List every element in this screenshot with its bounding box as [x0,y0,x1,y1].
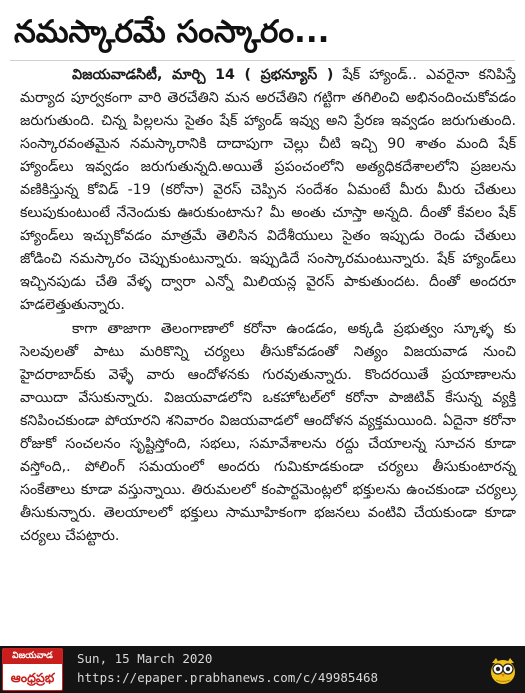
dateline: విజయవాడసిటీ, మార్చి 14 ( ప్రభన్యూస్ ) [72,67,334,83]
logo-title: ఆంధ్రప్రభ [10,670,55,685]
paragraph-1-text: షేక్ హ్యాండ్.. ఎవరైనా కనిపిస్తే మర్యాద పూర్వకంగా వారి తెరచేతిని మన అరచేతిని గట్టిగా తగిలించి అభినందించుకోవడం జరుగుతుంది. చిన్న పిల్లలను సైతం షేక్ హ్యాండ్ ఇవ్వు అని ప్రేరణ ఇవ్వడం జరుగుతుంది. సంస్కారవంతమైన నమస్కారానికి దాదాపుగా చెల్లు చీటి ఇచ్చి 90 శాతం మంది షేక్ హ్యాండ్‌లు ఇవ్వడం జరుగుతున్నది.అయితే ప్రపంచంలోని అత్యధికదేశాలలోని ప్రజలను వణికిస్తున్న కోవిడ్ -19 (కరోనా) వైరస్ చెప్పిన సందేశం ఏమంటే మీరు మీరు చేతులు కలుపుకుంటుంటే నేనెందుకు ఊరుకుంటాను? మీ అంతు చూస్తా అన్నది. దీంతో కేవలం షేక్ హ్యాండ్‌లు ఇచ్చుకోవడం మాత్రమే తెలిసిన విదేశీయులు సైతం ఇప్పుడు రెండు చేతులు జోడించి నమస్కారం చెప్పుకుంటున్నారు. ఇప్పుడిదే సంస్కారమంటున్నారు. షేక్ హ్యాండ్‌లు ఇచ్చినపుడు చేతి వేళ్ళ ద్వారా ఎన్నో మిలియన్ల వైరస్ పాకుతుందట. దీంతో అందరూ హడలెత్తుతున్నారు. [20,67,517,313]
headline-divider [10,60,515,61]
article-paragraph-1 [20,64,516,317]
publication-logo[interactable] [2,648,63,691]
logo-edition: విజయవాడ [3,649,62,664]
article-paragraph-2: కాగా తాజాగా తెలంగాణాలో కరోనా ఉండడం, అక్కడి ప్రభుత్వం స్కూళ్ళ కు సెలవులతో పాటు మరికొన్ని చర్యలు తీసుకోవడంతో నిత్యం విజయవాడ నుంచి హైదరాబాద్‌కు వెళ్ళే వారు ఆందోళనకు గురవుతున్నారు. కొందరయితే ప్రయాణాలను వాయిదా వేసుకున్నారు. విజయవాడలోని ఒకహోటల్‌లో కరోనా పాజిటివ్ కేసున్న వ్యక్తి కనిపించకుండా పోయారని శనివారం విజయవాడలో ఆందోళన వ్యక్తమయింది. ఏదైనా కరోనా రోజుకో సంచలనం సృష్టిస్తోంది, సభలు, సమావేశాలను రద్దు చేయాలన్న సూచన కూడా వస్తోంది,. పోలింగ్ సమయంలో అందరు గుమికూడకుండా చర్యలు తీసుకుంటారన్న సంకేతాలు కూడా వస్తున్నాయి. తిరుమలలో కంపార్టమెంట్లలో భక్తులను ఉంచకుండా చర్యలు తీసుకున్నారు. తెలయాలలో భక్తులు సామూహికంగా భజనలు వంటివి చేయకుండా కూడా చర్యలు చేపట్టారు. [20,321,516,544]
epaper-footer [0,646,525,693]
article-body [20,64,516,548]
owl-mascot-icon[interactable] [487,654,519,686]
publish-date: Sun, 15 March 2020 [77,651,213,666]
headline: నమస్కారమే సంస్కారం... [14,14,330,50]
clip-url[interactable]: https://epaper.prabhanews.com/c/49985468 [77,670,379,685]
margin-checkmark: ✓ [509,491,520,506]
